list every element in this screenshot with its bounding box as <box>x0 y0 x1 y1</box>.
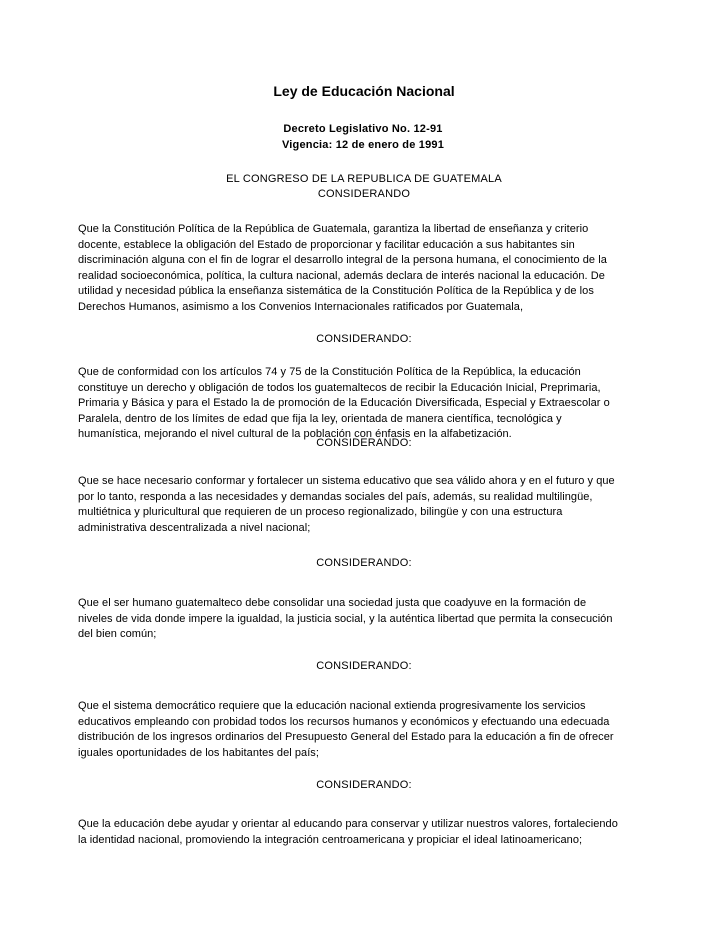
paragraph-3 <box>78 474 660 536</box>
paragraph-line: Que el ser humano guatemalteco debe consolidar una sociedad justa que coadyuve en la formación de <box>78 597 587 609</box>
paragraph-line: Primaria y Básica y para el Estado la de promoción de la Educación Diversificada, Especial y Extraescolar o <box>78 397 610 409</box>
considerando-heading: CONSIDERANDO: <box>316 660 412 672</box>
paragraph-line: Que de conformidad con los artículos 74 y 75 de la Constitución Política de la República, la educación <box>78 366 581 378</box>
paragraph-4 <box>78 596 660 643</box>
paragraph-line: utilidad y necesidad pública la enseñanza sistemática de la Constitución Política de la República y de los <box>78 285 594 297</box>
paragraph-line: Que el sistema democrático requiere que la educación nacional extienda progresivamente los servicios <box>78 700 586 712</box>
paragraph-line: Paralela, dentro de los límites de edad que fija la ley, orientada de manera científica, tecnológica y <box>78 412 562 425</box>
paragraph-line: Que se hace necesario conformar y fortalecer un sistema educativo que sea válido ahora y en el futuro y que <box>78 475 615 487</box>
paragraph-line: la identidad nacional, promoviendo la integración centroamericana y propiciar el ideal latinoamericano; <box>78 833 583 846</box>
paragraph-line: niveles de vida donde impere la igualdad, la justicia social, y la auténtica libertad que permita la consecución <box>78 612 613 625</box>
paragraph-line: administrativa descentralizada a nivel nacional; <box>78 521 311 534</box>
paragraph-line: docente, establece la obligación del Estado de proporcionar y facilitar educación a sus habitantes sin <box>78 238 575 251</box>
paragraph-line: educativos empleando con probidad todos los recursos humanos y económicos y efectuando una edecuada <box>78 715 610 728</box>
validity-date: Vigencia: 12 de enero de 1991 <box>281 139 445 151</box>
considerando-heading: CONSIDERANDO: <box>316 779 412 791</box>
paragraph-2 <box>78 365 660 443</box>
paragraph-1 <box>78 222 660 315</box>
considerando-heading: CONSIDERANDO <box>317 188 411 200</box>
considerando-heading: CONSIDERANDO: <box>316 437 412 449</box>
paragraph-line: realidad socioeconómica, política, la cultura nacional, además declara de interés nacional la educación. De <box>78 269 605 282</box>
paragraph-line: por lo tanto, responda a las necesidades y demandas sociales del país, además, su realidad multilingüe, <box>78 490 593 503</box>
paragraph-line: discriminación alguna con el fin de lograr el desarrollo integral de la persona humana, el conocimiento de la <box>78 254 607 266</box>
paragraph-line: multiétnica y pluricultural que requieren de un proceso regionalizado, bilingüe y con una estructura <box>78 506 563 518</box>
document-title: Ley de Educación Nacional <box>273 83 455 99</box>
considerando-heading: CONSIDERANDO: <box>316 333 412 345</box>
congress-heading: EL CONGRESO DE LA REPUBLICA DE GUATEMALA <box>226 173 502 185</box>
decree-number: Decreto Legislativo No. 12-91 <box>283 123 443 135</box>
paragraph-line: distribución de los ingresos ordinarios del Presupuesto General del Estado para la educación a fin de ofrecer <box>78 731 614 743</box>
paragraph-6 <box>78 817 660 848</box>
paragraph-5 <box>78 699 660 761</box>
paragraph-line: Derechos Humanos, asimismo a los Convenios Internacionales ratificados por Guatemala, <box>78 300 524 313</box>
considerando-heading: CONSIDERANDO: <box>316 557 412 569</box>
paragraph-line: humanística, mejorando el nivel cultural de la población con énfasis en la alfabetización. <box>78 428 512 440</box>
paragraph-line: iguales oportunidades de los habitantes del país; <box>78 746 319 759</box>
paragraph-line: constituye un derecho y obligación de todos los guatemaltecos de recibir la Educación Inicial, Preprimaria, <box>78 381 601 394</box>
paragraph-line: Que la Constitución Política de la República de Guatemala, garantiza la libertad de enseñanza y criterio <box>78 223 589 235</box>
paragraph-line: Que la educación debe ayudar y orientar al educando para conservar y utilizar nuestros valores, fortaleciendo <box>78 818 618 830</box>
paragraph-line: del bien común; <box>78 628 157 640</box>
